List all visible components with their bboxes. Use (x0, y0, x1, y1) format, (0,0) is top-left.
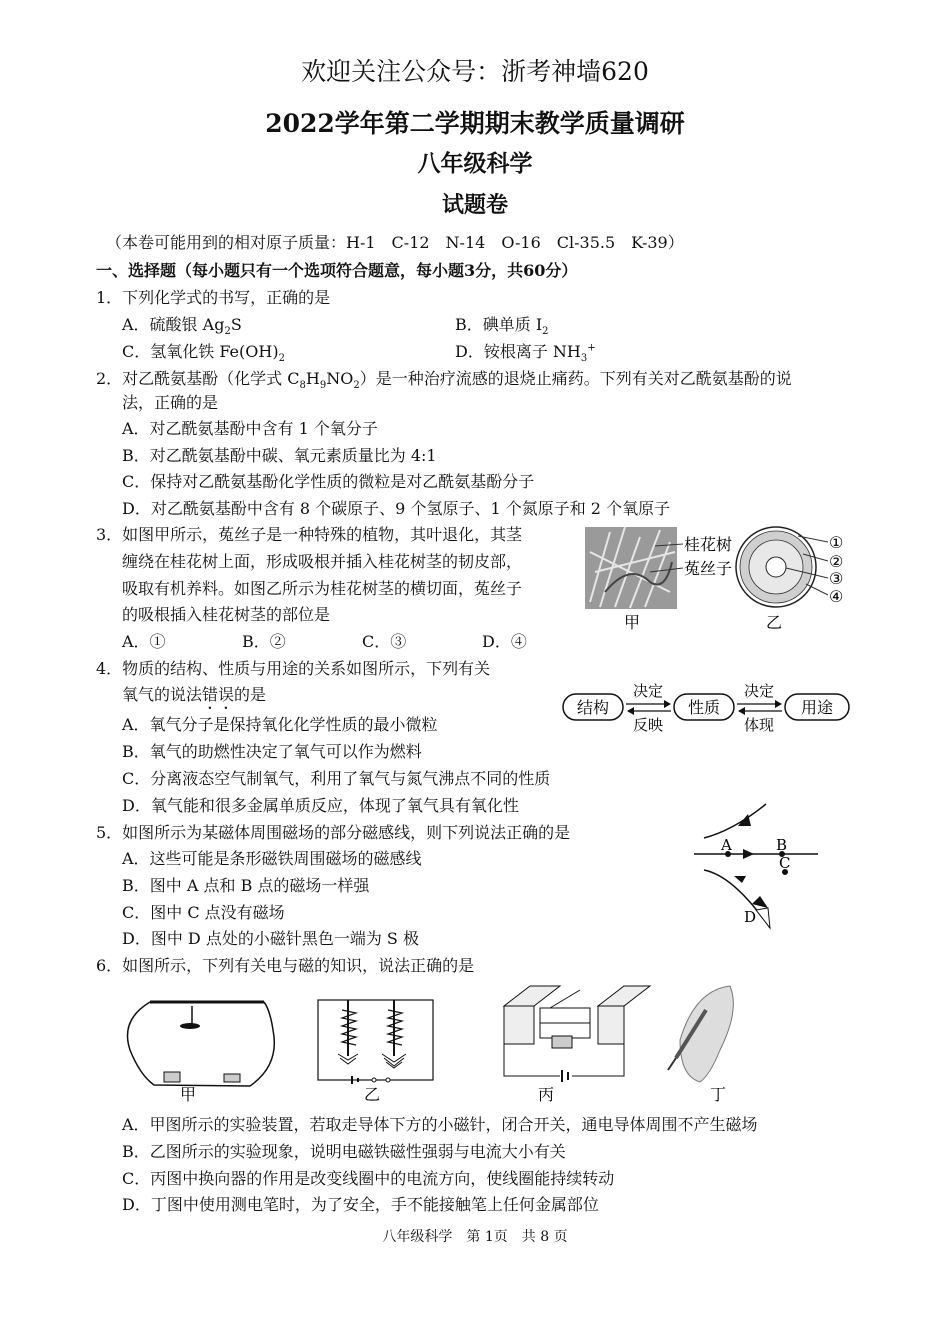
fig-jia-label: 甲 (624, 613, 641, 632)
q3-stem-2: 缠绕在桂花树上面，形成吸根并插入桂花树茎的韧皮部， (122, 552, 523, 571)
box-use: 用途 (800, 698, 834, 717)
q1-option-d: D．铵根离子 $NH_3^+$ (455, 342, 596, 365)
exam-subtitle: 八年级科学 (417, 150, 533, 177)
fig-bing-caption: 丙 (538, 1085, 555, 1104)
q4-option-b: B．氧气的助燃性决定了氧气可以作为燃料 (122, 742, 422, 761)
q5-option-c: C．图中 C 点没有磁场 (122, 903, 285, 922)
q3-option-c: C．③ (362, 632, 407, 651)
q6-stem: 6．如图所示，下列有关电与磁的知识，说法正确的是 (96, 956, 475, 975)
q6-figures (120, 980, 860, 1108)
paper-type: 试题卷 (441, 192, 508, 218)
ring-label-1: ① (829, 533, 844, 552)
arrow2-top-label: 决定 (743, 682, 775, 700)
q5-magnetic-field-figure (694, 800, 834, 935)
label-dodder: 菟丝子 (684, 559, 733, 578)
section-heading: 一、选择题（每小题只有一个选项符合题意，每小题3分，共60分） (96, 261, 578, 280)
q6-option-a: A．甲图所示的实验装置，若取走导体下方的小磁针，闭合开关，通电导体周围不产生磁场 (122, 1115, 758, 1134)
q1-option-a: A．硫酸银 $Ag_2S$ (122, 315, 242, 338)
q5-option-a: A．这些可能是条形磁铁周围磁场的磁感线 (122, 849, 422, 868)
arrow1-bottom-label: 反映 (632, 716, 664, 734)
ring-label-4: ④ (829, 587, 844, 606)
q6-option-d: D．丁图中使用测电笔时，为了安全，手不能接触笔上任何金属部位 (122, 1195, 599, 1214)
q5-stem: 5．如图所示为某磁体周围磁场的部分磁感线，则下列说法正确的是 (96, 823, 571, 842)
q3-stem-1: 3．如图甲所示，菟丝子是一种特殊的植物，其叶退化，其茎 (96, 525, 523, 544)
q1-option-c: C．氢氧化铁 $Fe(OH)_2$ (122, 342, 285, 365)
q3-option-b: B．② (242, 632, 286, 651)
q4-stem-2: 氧气的说法错误的是 (122, 685, 267, 704)
q4-option-a: A．氧气分子是保持氧化化学性质的最小微粒 (122, 715, 438, 734)
q6-option-b: B．乙图所示的实验现象，说明电磁铁磁性强弱与电流大小有关 (122, 1142, 566, 1161)
q3-stem-3: 吸取有机养料。如图乙所示为桂花树茎的横切面，菟丝子 (122, 579, 523, 598)
q2-option-d: D．对乙酰氨基酚中含有 8 个碳原子、9 个氢原子、1 个氮原子和 2 个氧原子 (122, 499, 671, 518)
q2-option-a: A．对乙酰氨基酚中含有 1 个氧分子 (122, 419, 378, 438)
fig-motor (504, 986, 650, 1082)
point-d-label: D (744, 908, 757, 926)
q4-option-c: C．分离液态空气制氧气，利用了氧气与氮气沸点不同的性质 (122, 769, 551, 788)
point-c-label: C (779, 854, 791, 872)
q1-stem: 1．下列化学式的书写，正确的是 (96, 288, 331, 307)
point-b-label: B (776, 836, 788, 854)
arrow1-top-label: 决定 (632, 682, 664, 700)
q5-option-b: B．图中 A 点和 B 点的磁场一样强 (122, 876, 370, 895)
ring-label-2: ② (829, 552, 844, 571)
q3-figure (580, 522, 860, 634)
q5-option-d: D．图中 D 点处的小磁针黑色一端为 S 极 (122, 929, 419, 948)
q2-option-b: B．对乙酰氨基酚中碳、氧元素质量比为 4:1 (122, 446, 437, 465)
box-structure: 结构 (576, 698, 610, 717)
box-property: 性质 (687, 698, 721, 717)
page-footer: 八年级科学 第 1页 共 8 页 (382, 1229, 568, 1245)
fig-oersted (128, 1002, 275, 1086)
q3-option-a: A．① (122, 632, 166, 651)
q3-option-d: D．④ (482, 632, 527, 651)
point-a-label: A (721, 836, 732, 854)
q3-stem-4: 的吸根插入桂花树茎的部位是 (122, 605, 331, 624)
label-osmanthus: 桂花树 (684, 535, 733, 554)
exam-title: 2022学年第二学期期末教学质量调研 (265, 109, 685, 138)
arrow2-bottom-label: 体现 (743, 716, 775, 734)
q4-relationship-diagram (560, 680, 860, 736)
q6-option-c: C．丙图中换向器的作用是改变线圈中的电流方向，使线圈能持续转动 (122, 1169, 615, 1188)
watermark-text: 欢迎关注公众号：浙考神墙620 (301, 57, 649, 86)
q4-stem-1: 4．物质的结构、性质与用途的关系如图所示，下列有关 (96, 659, 491, 678)
fig-jia-caption: 甲 (180, 1085, 197, 1104)
atomic-masses-note: （本卷可能用到的相对原子质量：H-1 C-12 N-14 O-16 Cl-35.5 K-39） (106, 233, 684, 252)
q2-option-c: C．保持对乙酰氨基酚化学性质的微粒是对乙酰氨基酚分子 (122, 472, 535, 491)
fig-test-pen (668, 986, 733, 1082)
dodder-photo (585, 527, 677, 609)
stem-cross-section (736, 527, 816, 607)
fig-electromagnet (318, 1000, 433, 1084)
q2-stem: 2．对乙酰氨基酚（化学式 $C_8H_9NO_2$）是一种治疗流感的退烧止痛药。下列有关对乙酰氨基酚的说 (96, 369, 792, 392)
ring-label-3: ③ (829, 569, 844, 588)
q1-option-b: B．碘单质 $I_2$ (455, 315, 549, 338)
fig-yi-caption: 乙 (364, 1085, 381, 1104)
fig-ding-caption: 丁 (710, 1085, 727, 1104)
q2-stem-cont: 法，正确的是 (122, 393, 219, 412)
fig-yi-label: 乙 (766, 613, 783, 632)
q4-option-d: D．氧气能和很多金属单质反应，体现了氧气具有氧化性 (122, 796, 519, 815)
